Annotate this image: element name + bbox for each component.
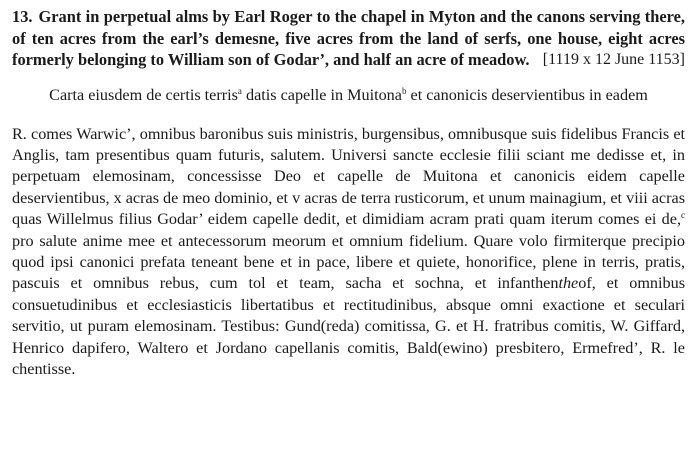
footnote-marker-c: c	[681, 210, 685, 221]
charter-text-1: R. comes Warwic’, omnibus baronibus suis ministris, burgensibus, omnibusque suis fidelibus Francis et Anglis, tam presentibus quam futuris, salutem. Universi sancte ecclesie filii sciant me dedisse et, in perpetuam elemosinam, concessisse Deo et capelle de Muitona et canonicis eidem capelle deservientibus, x acras de meo dominio, et v acras de terra rusticorum, et unum mainagium, et viii acras quas Willelmus filius Godar’ eidem capelle dedit, et dimidiam acram prati quam iterum comes ei de,	[12, 124, 685, 229]
rubric	[32, 85, 665, 106]
charter-text-2: pro salute anime mee et antecessorum meorum et omnium fidelium. Quare volo firmiterque precipio quod ipsi canonici prefata teneant bene et in pace, libere et quiete, honorifice, plene in terris, pratis, pascuis et omnibus rebus, cum tol et team, sacha et sochna, et infanthen	[12, 231, 685, 293]
rubric-text-1: Carta eiusdem de certis terris	[49, 85, 238, 104]
document-page	[12, 6, 685, 380]
entry-dating: [1119 x 12 June 1153]	[542, 51, 685, 68]
entry-heading	[12, 6, 685, 71]
charter-text	[12, 124, 685, 381]
rubric-text-3: et canonicis deservientibus in eadem	[406, 85, 648, 104]
footnote-marker-a: a	[237, 85, 242, 96]
footnote-marker-b: b	[401, 85, 407, 96]
entry-heading-text: Grant in perpetual alms by Earl Roger to the chapel in Myton and the canons serving there, of ten acres from the earl’s demesne, five acres from the land of serfs, one house, eight acres formerly belonging to William son of Godar’, and half an acre of meadow.	[12, 7, 685, 69]
entry-number: 13.	[12, 7, 33, 26]
editorial-italic: the	[558, 274, 579, 293]
rubric-text-2: datis capelle in Muitona	[241, 85, 402, 104]
charter-text-3: of, et omnibus consuetudinibus et ecclesiasticis libertatibus et rectitudinibus, absque omni exactione et seculari servitio, ut puram elemosinam. Testibus: Gund(reda) comitissa, G. et H. fratribus comitis, W. Giffard, Henrico dapifero, Waltero et Jordano capellanis comitis, Bald(ewino) presbitero, Ermefred’, R. le chentisse.	[12, 274, 686, 378]
